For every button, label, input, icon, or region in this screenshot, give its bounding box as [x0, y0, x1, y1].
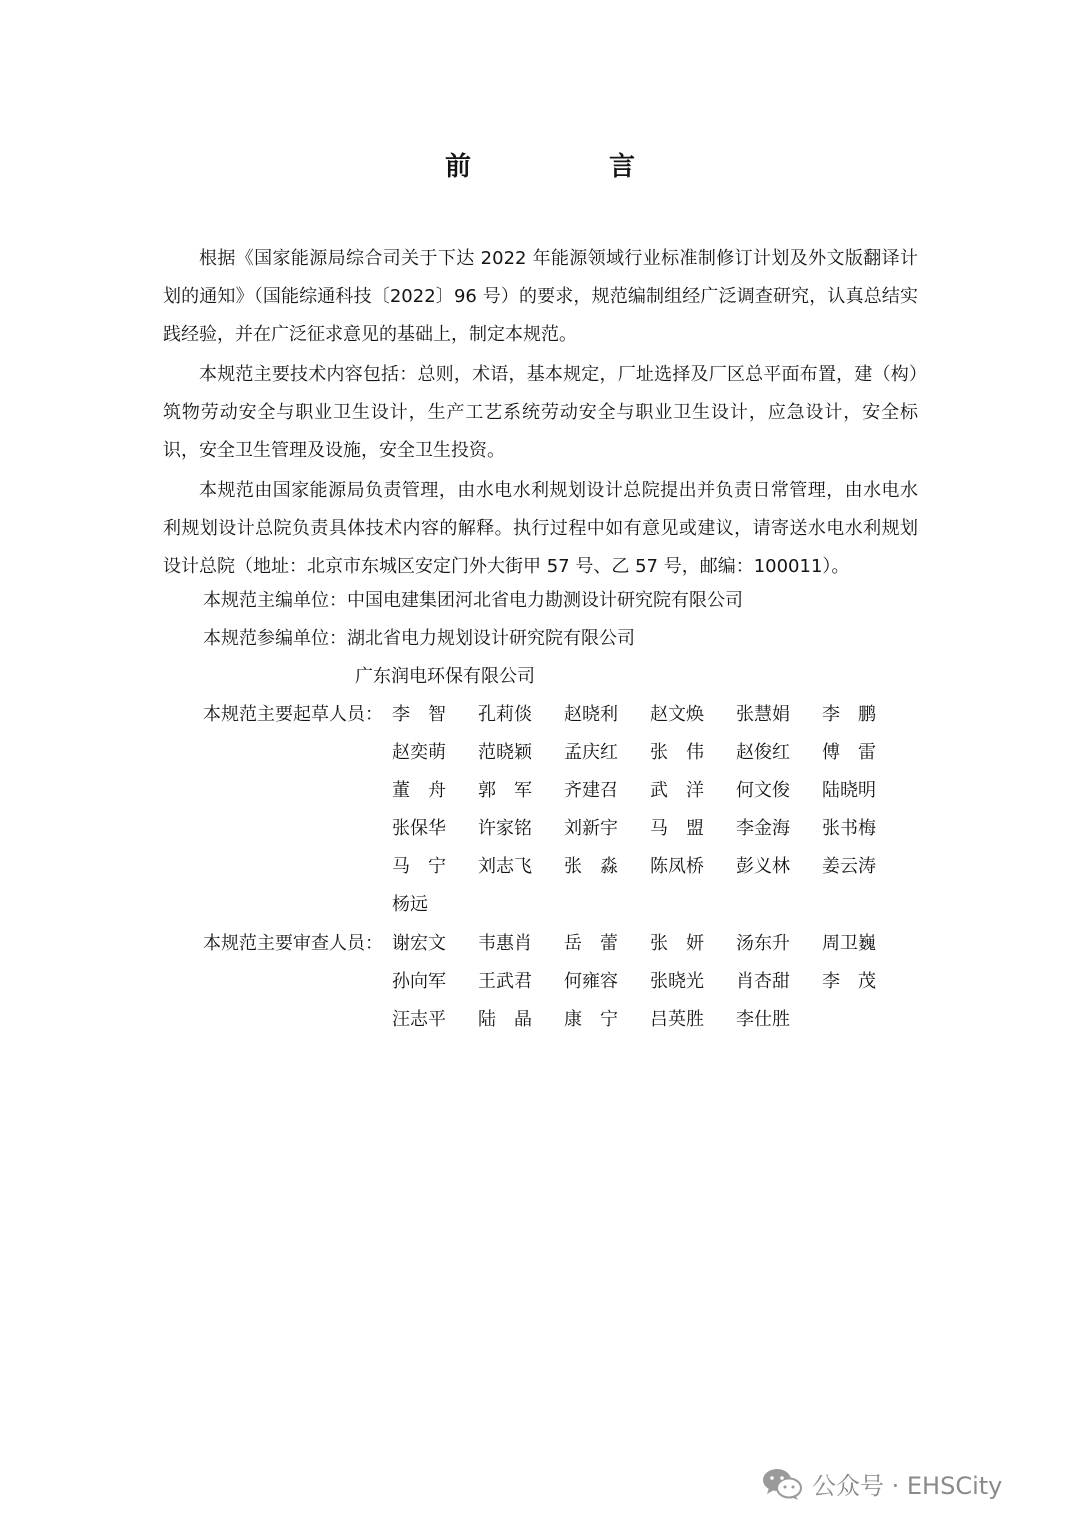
drafter-name: 马 盟: [650, 818, 704, 839]
chief-editor-value: 中国电建集团河北省电力勘测设计研究院有限公司: [347, 590, 743, 611]
drafter-name: 张 淼: [564, 856, 618, 877]
drafter-name: 李 鹏: [822, 704, 876, 725]
chief-editor-line: [203, 582, 743, 620]
reviewer-name: 孙向军: [392, 971, 446, 992]
paragraph-3: 本规范由国家能源局负责管理，由水电水利规划设计总院提出并负责日常管理，由水电水利规划设计总院负责具体技术内容的解释。执行过程中如有意见或建议，请寄送水电水利规划设计总院（地址：北京市东城区安定门外大街甲 57 号、乙 57 号，邮编：100011）。: [163, 480, 918, 577]
reviewer-name: 谢宏文: [392, 933, 446, 954]
drafter-name: 陆晓明: [822, 780, 876, 801]
drafter-name: 马 宁: [392, 856, 446, 877]
reviewer-name: 康 宁: [564, 1009, 618, 1030]
watermark: [762, 1466, 1002, 1501]
drafter-name: 张保华: [392, 818, 446, 839]
reviewer-name: 岳 蕾: [564, 933, 618, 954]
drafter-name: 刘志飞: [478, 856, 532, 877]
drafter-name: 赵晓利: [564, 704, 618, 725]
reviewer-name: 李 茂: [822, 971, 876, 992]
participant-2: 广东润电环保有限公司: [355, 666, 535, 687]
reviewer-name: 吕英胜: [650, 1009, 704, 1030]
reviewer-name: 张 妍: [650, 933, 704, 954]
drafter-name: 范晓颖: [478, 742, 532, 763]
reviewer-name: 汤东升: [736, 933, 790, 954]
drafter-name: 赵文焕: [650, 704, 704, 725]
drafter-name: 董 舟: [392, 780, 446, 801]
paragraph-1: 根据《国家能源局综合司关于下达 2022 年能源领域行业标准制修订计划及外文版翻译计划的通知》（国能综通科技〔2022〕96 号）的要求，规范编制组经广泛调查研究，认真总结实践经验，并在广泛征求意见的基础上，制定本规范。: [163, 248, 918, 345]
drafter-name: 张 伟: [650, 742, 704, 763]
drafter-name: 张慧娟: [736, 704, 790, 725]
drafter-name: 李金海: [736, 818, 790, 839]
participants-line: [203, 620, 635, 658]
paragraph-2: 本规范主要技术内容包括：总则，术语，基本规定，厂址选择及厂区总平面布置，建（构）筑物劳动安全与职业卫生设计，生产工艺系统劳动安全与职业卫生设计，应急设计，安全标识，安全卫生管理及设施，安全卫生投资。: [163, 364, 918, 461]
participants-label: 本规范参编单位：: [203, 628, 347, 649]
drafter-name: 杨远: [392, 894, 428, 915]
drafter-name: 孔莉倓: [478, 704, 532, 725]
wechat-icon: [762, 1467, 802, 1501]
reviewer-name: 李仕胜: [736, 1009, 790, 1030]
reviewer-name: 陆 晶: [478, 1009, 532, 1030]
drafter-name: 何文俊: [736, 780, 790, 801]
reviewer-name: 肖杏甜: [736, 971, 790, 992]
drafter-name: 孟庆红: [564, 742, 618, 763]
reviewer-name: 何雍容: [564, 971, 618, 992]
reviewer-name: 张晓光: [650, 971, 704, 992]
drafter-name: 刘新宇: [564, 818, 618, 839]
drafter-name: 许家铭: [478, 818, 532, 839]
drafter-name: 陈凤桥: [650, 856, 704, 877]
chief-editor-label: 本规范主编单位：: [203, 590, 347, 611]
reviewer-name: 周卫巍: [822, 933, 876, 954]
reviewer-name: 王武君: [478, 971, 532, 992]
drafter-name: 李 智: [392, 704, 446, 725]
watermark-text: 公众号 · EHSCity: [812, 1472, 1003, 1500]
drafter-name: 赵俊红: [736, 742, 790, 763]
drafter-name: 张书梅: [822, 818, 876, 839]
drafter-name: 彭义林: [736, 856, 790, 877]
drafter-name: 赵奕萌: [392, 742, 446, 763]
reviewer-name: 汪志平: [392, 1009, 446, 1030]
drafter-name: 郭 军: [478, 780, 532, 801]
drafter-name: 傅 雷: [822, 742, 876, 763]
drafter-name: 武 洋: [650, 780, 704, 801]
participant-1: 湖北省电力规划设计研究院有限公司: [347, 628, 635, 649]
preface-body: [163, 240, 918, 588]
drafter-name: 姜云涛: [822, 856, 876, 877]
drafters-label: 本规范主要起草人员：: [203, 704, 383, 725]
drafter-name: 齐建召: [564, 780, 618, 801]
reviewers-label: 本规范主要审查人员：: [203, 933, 383, 954]
page-title: 前 言: [444, 152, 691, 182]
reviewer-name: 韦惠肖: [478, 933, 532, 954]
